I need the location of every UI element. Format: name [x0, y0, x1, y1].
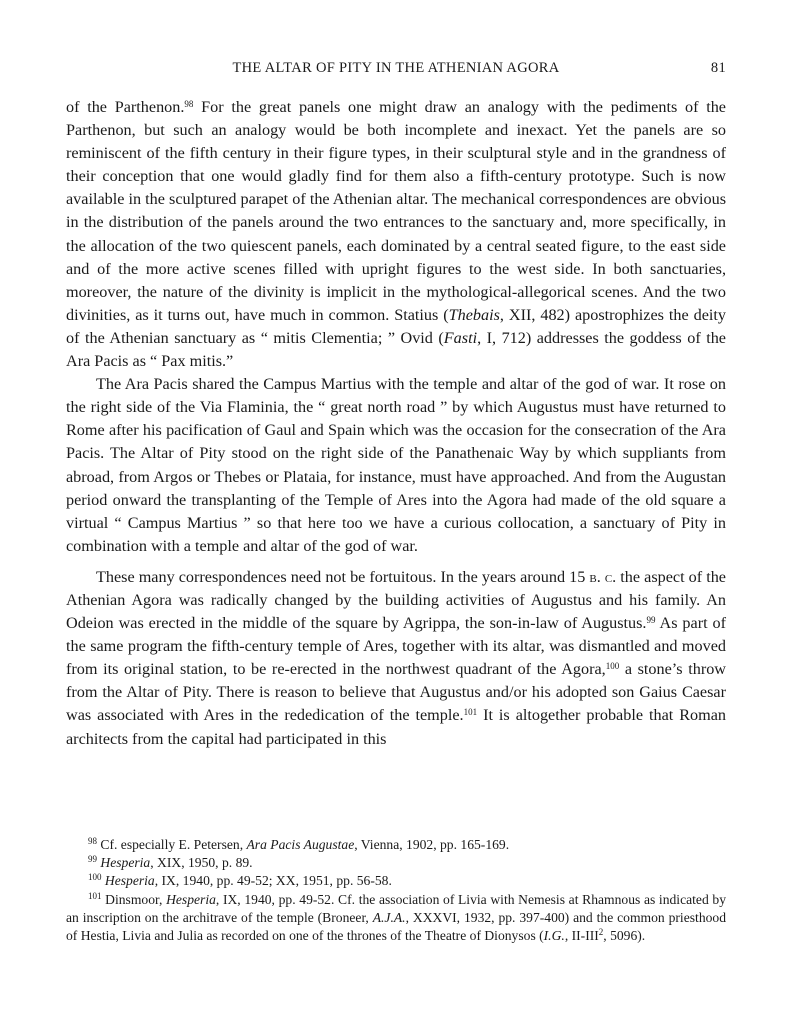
running-title: THE ALTAR OF PITY IN THE ATHENIAN AGORA: [232, 60, 560, 76]
text-run: , IX, 1940, pp. 49-52; XX, 1951, pp. 56-58.: [154, 873, 392, 889]
footnote-ref: 101: [463, 707, 478, 718]
era-abbrev: b. c.: [589, 567, 617, 586]
paragraph: [66, 566, 726, 751]
page-number: 81: [710, 60, 726, 76]
superscript: 2: [598, 927, 604, 938]
paragraph: The Ara Pacis shared the Campus Martius with the temple and altar of the god of war. It rose on the right side of the Via Flaminia, the “ great north road ” by which Augustus must have returned to Rome after his pacification of Gaul and Spain which was the occasion for the consecration of the Ara Pacis. The Altar of Pity stood on the right side of the Panathenaic Way by which suppliants from abroad, from Argos or Thebes or Plataia, for instance, must have approached. And from the Augustan period onward the transplanting of the Temple of Ares into the Agora had made of the old square a virtual “ Campus Martius ” so that here too we have a curious collocation, a sanctuary of Pity in combination with a temple and altar of the god of war.: [66, 375, 726, 555]
footnote-number: 100: [88, 872, 102, 883]
text-run: , XXXVI, 1932, pp. 397-400) and the common priesthood of Hestia, Livia and Julia as recorded on one of the thrones of the Theatre of Dionysos (: [66, 909, 727, 944]
footnote-number: 98: [88, 836, 97, 846]
running-header: [66, 60, 726, 82]
text-run: Cf. especially E. Petersen,: [97, 837, 247, 852]
footnote-ref: 99: [646, 615, 656, 626]
text-run: For the great panels one might draw an analogy with the pediments of the Parthenon, but such an analogy would be both incomplete and inexact. Yet the panels are so reminiscent of the fifth century in their figure types, in their sculptural style and in the grandness of their conception that one would gladly find for them also a fifth-century prototype. Such is now available in the sculptured parapet of the Athenian altar. The mechanical correspondences are obvious in the distribution of the panels around the two entrances to the sanctuary and, more specifically, in the allocation of the two quiescent panels, each dominated by a central seated figure, to the east side and of the more active scenes filled with upright figures to the west side. In both sanctuaries, moreover, the nature of the divinity is implicit in the mythological-allegorical scenes. And the two divinities, as it turns out, have much in common. Statius (: [66, 98, 726, 324]
text-run: Dinsmoor,: [101, 891, 167, 907]
text-run: the aspect of the Athenian Agora was radically changed by the building activities of Augustus and his family. An Odeion was erected in the middle of the square by Agrippa, the son-in-law of Augustus.: [66, 567, 726, 633]
body-text: [66, 96, 726, 751]
footnote-number: 101: [88, 890, 102, 901]
text-run: These many correspondences need not be fortuitous. In the years around 15: [96, 567, 590, 586]
italic-title: Hesperia: [166, 891, 216, 907]
text-run: It is altogether probable that Roman architects from the capital had participated in this: [66, 706, 726, 748]
italic-title: A.J.A.: [372, 909, 406, 925]
paragraph: [66, 96, 726, 373]
italic-title: Hesperia: [101, 873, 155, 889]
italic-title: Ara Pacis Augustae: [246, 837, 355, 852]
text-run: As part of the same program the fifth-century temple of Ares, together with its altar, was dismantled and moved from its original station, to be re-erected in the northwest quadrant of the Agora,: [66, 614, 726, 679]
text-run: , 5096).: [603, 928, 646, 944]
italic-title: Thebais: [448, 305, 500, 324]
footnotes: [66, 836, 726, 945]
footnote-number: 99: [88, 854, 97, 865]
text-run: , XIX, 1950, p. 89.: [150, 855, 253, 871]
text-run: , Vienna, 1902, pp. 165-169.: [354, 837, 510, 852]
footnote-100: [66, 872, 726, 890]
footnote-98: [66, 836, 726, 854]
text-run: , XII, 482) apostrophizes the deity of the Athenian sanctuary as “ mitis Clementia; ” Ovid (: [66, 305, 727, 347]
text-run: of the Parthenon.: [66, 98, 185, 116]
text-run: , IX, 1940, pp. 49-52. Cf. the association of Livia with Nemesis at Rhamnous as indicated by an inscription on the architrave of the temple (Broneer,: [66, 891, 727, 925]
text-run: a stone’s throw from the Altar of Pity. There is reason to believe that Augustus and/or his adopted son Gaius Caesar was associated with Ares in the rededication of the temple.: [66, 660, 726, 725]
italic-title: I.G.: [543, 928, 565, 944]
text-run: , II-III: [564, 928, 599, 944]
text-run: , I, 712) addresses the goddess of the Ara Pacis as “ Pax mitis.”: [66, 328, 726, 371]
footnote-ref: 100: [605, 661, 620, 672]
footnote-101: [66, 891, 726, 946]
footnote-ref: 98: [184, 99, 194, 109]
italic-title: Hesperia: [97, 855, 151, 871]
footnote-99: [66, 854, 726, 872]
italic-title: Fasti: [443, 328, 478, 347]
